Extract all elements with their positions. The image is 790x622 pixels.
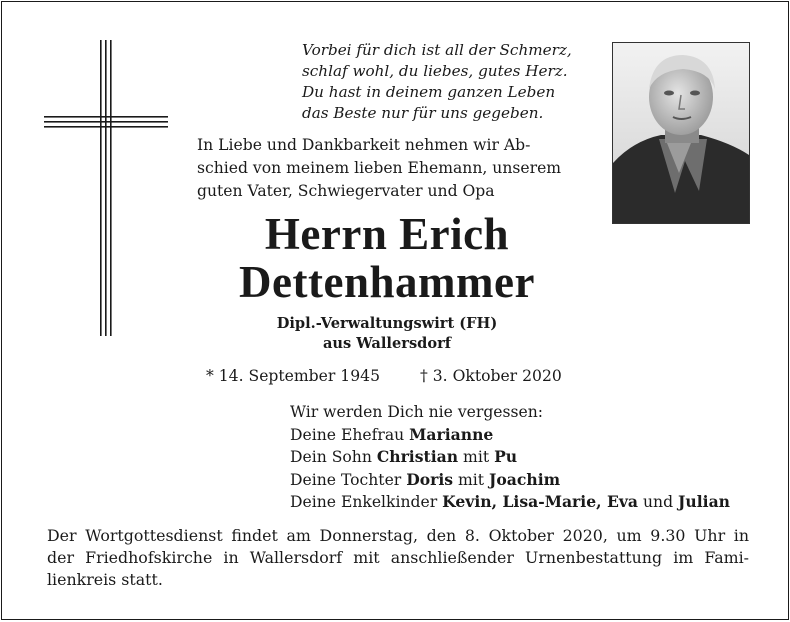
portrait-photo: [612, 42, 750, 224]
cross-icon: [44, 40, 168, 336]
origin: aus Wallersdorf: [322, 335, 452, 352]
deceased-name: [192, 210, 582, 306]
name-line-1: Herrn Erich: [264, 209, 510, 259]
family-line-son: Dein Sohn Christian mit Pu: [290, 447, 518, 467]
name-line-2: Dettenhammer: [239, 257, 535, 307]
intro-line: guten Vater, Schwiegervater und Opa: [197, 182, 495, 200]
family-line-wife: Deine Ehefrau Marianne: [290, 424, 494, 444]
service-line: Der Wortgottesdienst findet am Donnerstag, den 8. Oktober 2020, um 9.30 Uhr in: [47, 526, 749, 545]
intro-text: [197, 134, 582, 203]
intro-line: In Liebe und Dankbarkeit nehmen wir Ab-: [197, 136, 531, 154]
poem-line: das Beste nur für uns gegeben.: [302, 104, 544, 122]
intro-line: schied von meinem lieben Ehemann, unserem: [197, 159, 562, 177]
service-line: der Friedhofskirche in Wallersdorf mit anschließender Urnenbestattung im Fami-: [47, 548, 749, 567]
poem-line: Vorbei für dich ist all der Schmerz,: [302, 41, 572, 59]
death-date: † 3. Oktober 2020: [420, 367, 562, 385]
family-line-daughter: Deine Tochter Doris mit Joachim: [290, 469, 561, 489]
poem-line: schlaf wohl, du liebes, gutes Herz.: [302, 62, 568, 80]
poem-line: Du hast in deinem ganzen Leben: [302, 83, 556, 101]
poem: [302, 40, 602, 124]
deceased-subtitle: [192, 314, 582, 354]
family-line-grandchildren: Deine Enkelkinder Kevin, Lisa-Marie, Eva und Julian: [290, 492, 731, 512]
family-heading: Wir werden Dich nie vergessen:: [290, 403, 544, 421]
service-info: [47, 525, 749, 591]
family-list: [290, 401, 760, 514]
service-line: lienkreis statt.: [47, 570, 163, 589]
birth-date: * 14. September 1945: [206, 367, 380, 385]
obituary-notice: [1, 1, 789, 620]
academic-title: Dipl.-Verwaltungswirt (FH): [276, 315, 498, 332]
